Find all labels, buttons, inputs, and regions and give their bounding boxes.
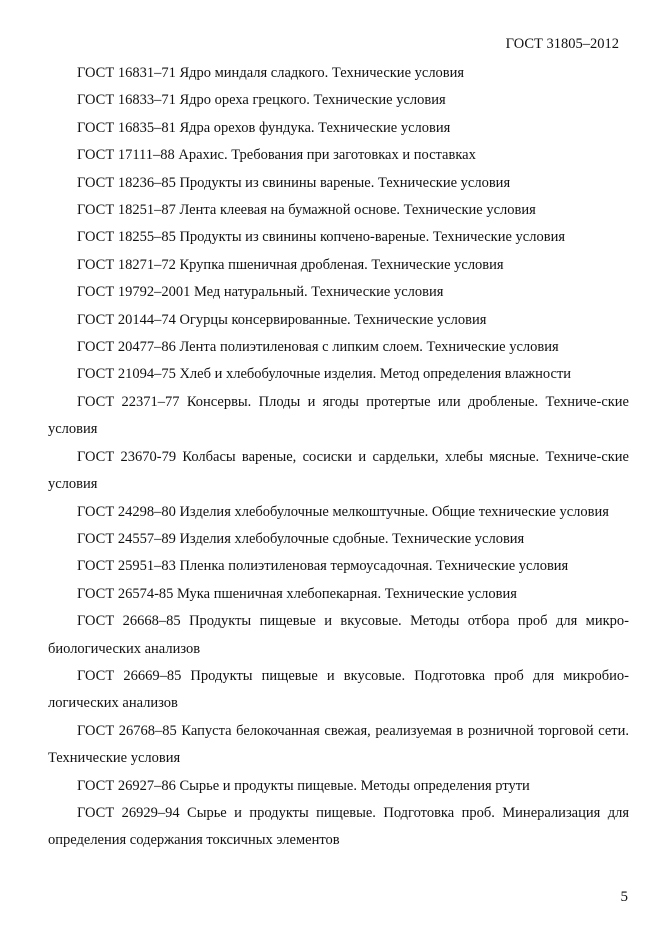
reference-item: ГОСТ 16835–81 Ядра орехов фундука. Технические условия xyxy=(77,119,451,136)
reference-item: ГОСТ 20477–86 Лента полиэтиленовая с липким слоем. Технические условия xyxy=(77,339,559,356)
reference-item: ГОСТ 16831–71 Ядро миндаля сладкого. Технические условия xyxy=(77,65,465,81)
reference-item: ГОСТ 26574-85 Мука пшеничная хлебопекарная. Технические условия xyxy=(77,585,517,602)
reference-item: ГОСТ 22371–77 Консервы. Плоды и ягоды протертые или дробленые. Техниче-ские условия xyxy=(48,393,629,438)
reference-item: ГОСТ 26768–85 Капуста белокочанная свежая, реализуемая в розничной торговой сети. Технические условия xyxy=(48,722,629,767)
reference-item: ГОСТ 18236–85 Продукты из свинины вареные. Технические условия xyxy=(77,174,511,191)
reference-item: ГОСТ 23670-79 Колбасы вареные, сосиски и сардельки, хлебы мясные. Техниче-ские условия xyxy=(48,448,629,493)
reference-item: ГОСТ 18255–85 Продукты из свинины копчено-вареные. Технические условия xyxy=(77,229,565,246)
reference-item: ГОСТ 18271–72 Крупка пшеничная дробленая. Технические условия xyxy=(77,256,504,273)
reference-item: ГОСТ 24557–89 Изделия хлебобулочные сдобные. Технические условия xyxy=(77,530,525,547)
reference-item: ГОСТ 19792–2001 Мед натуральный. Технические условия xyxy=(77,284,444,301)
reference-item: ГОСТ 25951–83 Пленка полиэтиленовая термоусадочная. Технические условия xyxy=(77,558,569,575)
page-number: 5 xyxy=(620,889,628,905)
reference-item: ГОСТ 20144–74 Огурцы консервированные. Технические условия xyxy=(77,311,487,328)
reference-item: ГОСТ 21094–75 Хлеб и хлебобулочные изделия. Метод определения влажности xyxy=(77,366,572,383)
reference-item: ГОСТ 24298–80 Изделия хлебобулочные мелкоштучные. Общие технические условия xyxy=(77,503,609,520)
reference-item: ГОСТ 17111–88 Арахис. Требования при заготовках и поставках xyxy=(77,147,476,164)
reference-item: ГОСТ 18251–87 Лента клеевая на бумажной основе. Технические условия xyxy=(77,202,536,219)
reference-item: ГОСТ 26669–85 Продукты пищевые и вкусовые. Подготовка проб для микробио-логических анализов xyxy=(48,667,629,712)
reference-item: ГОСТ 26929–94 Сырье и продукты пищевые. Подготовка проб. Минерализация для определения содержания токсичных элементов xyxy=(48,804,629,849)
document-header: ГОСТ 31805–2012 xyxy=(505,36,619,52)
reference-item: ГОСТ 16833–71 Ядро ореха грецкого. Технические условия xyxy=(77,92,446,109)
reference-item: ГОСТ 26668–85 Продукты пищевые и вкусовые. Методы отбора проб для микро-биологических анализов xyxy=(48,613,629,657)
reference-item: ГОСТ 26927–86 Сырье и продукты пищевые. Методы определения ртути xyxy=(77,777,530,794)
normative-references-list xyxy=(48,60,629,855)
